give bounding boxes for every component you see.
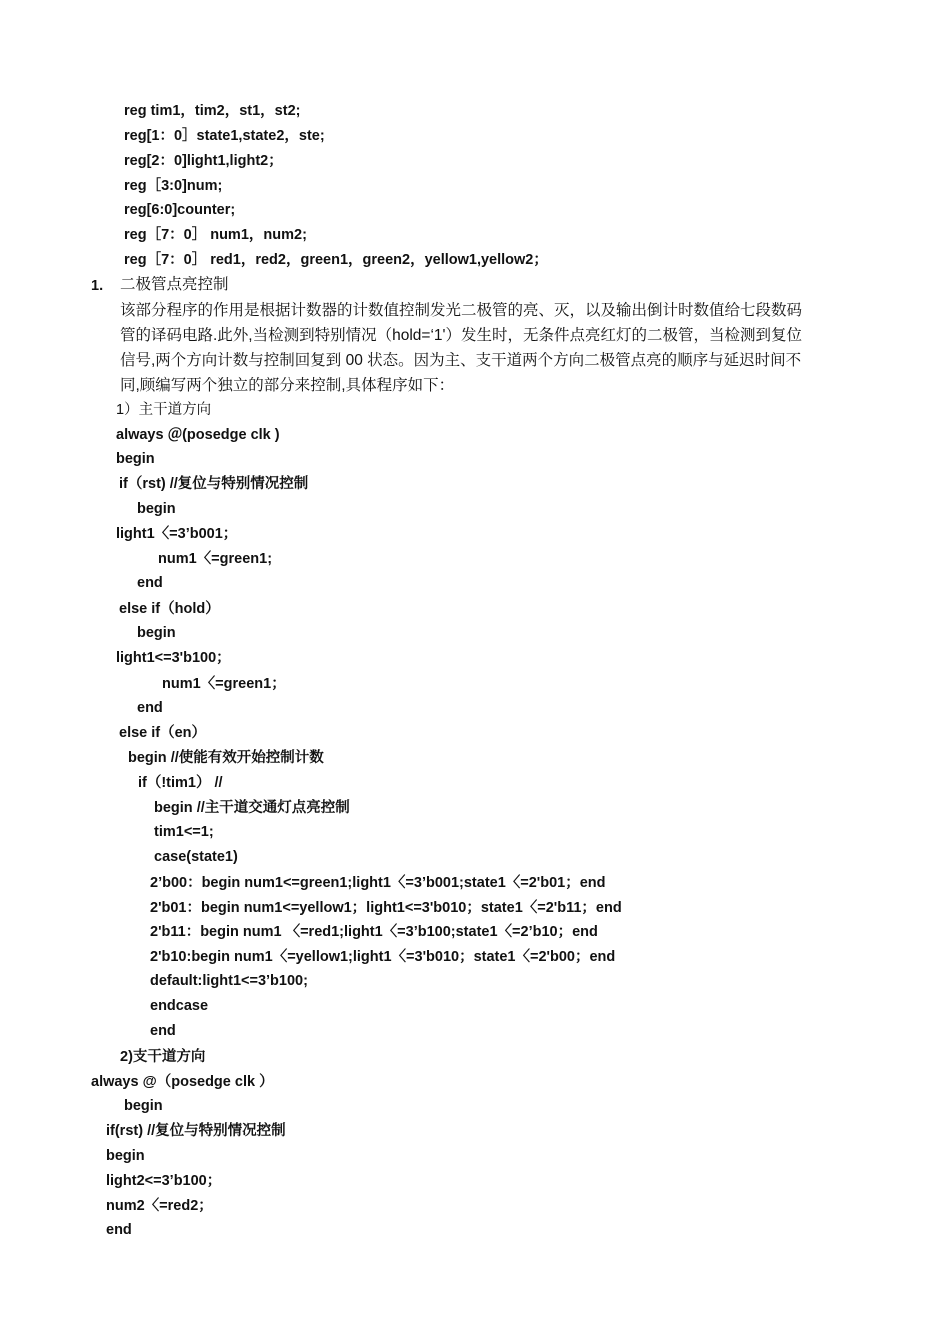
subsection-title: 1）主干道方向: [116, 402, 212, 418]
code-line: num2〈=red2；: [106, 1198, 213, 1214]
paragraph-line: 该部分程序的作用是根据计数器的计数值控制发光二极管的亮、灭，以及输出倒计时数值给七段数码: [120, 302, 803, 319]
code-line: 2'b11：begin num1 〈=red1;light1〈=3’b100;state1〈=2’b10；end: [150, 924, 598, 940]
code-line: 2'b10:begin num1〈=yellow1;light1〈=3'b010；state1〈=2'b00；end: [150, 949, 616, 965]
code-line: reg[6:0]counter;: [124, 202, 236, 218]
code-line: begin: [137, 501, 176, 517]
paragraph-line: 信号,两个方向计数与控制回复到 00 状态。因为主、支干道两个方向二极管点亮的顺序与延迟时间不: [120, 352, 802, 369]
code-line: reg[2：0]light1,light2；: [124, 153, 283, 169]
code-line: if(rst) //复位与特别情况控制: [106, 1123, 286, 1139]
code-line: light1<=3'b100；: [116, 650, 231, 666]
code-line: case(state1): [154, 849, 238, 865]
description-paragraph: [120, 298, 862, 398]
code-line: end: [106, 1222, 132, 1238]
code-line: end: [137, 575, 163, 591]
code-line: light1〈=3’b001；: [116, 526, 238, 542]
code-line: reg［7：0］ num1，num2;: [124, 227, 307, 243]
code-line: num1〈=green1;: [158, 551, 273, 567]
code-line: always ＠(posedge clk ): [116, 427, 280, 443]
code-line: endcase: [150, 998, 209, 1014]
code-line: begin: [106, 1148, 145, 1164]
code-line: end: [137, 700, 163, 716]
code-line: if（rst) //复位与特别情况控制: [119, 476, 309, 492]
code-line: num1〈=green1；: [162, 676, 286, 692]
code-line: tim1<=1;: [154, 824, 214, 840]
code-line: reg tim1，tim2，st1，st2;: [124, 103, 301, 119]
paragraph-line: 同,顾编写两个独立的部分来控制,具体程序如下：: [120, 377, 455, 394]
code-line: 2’b00：begin num1<=green1;light1〈=3’b001;state1〈=2'b01；end: [150, 875, 606, 891]
code-line: if（!tim1） //: [138, 775, 223, 791]
code-line: begin //使能有效开始控制计数: [128, 750, 324, 766]
code-line: reg[1：0］state1,state2，ste;: [124, 128, 325, 144]
code-line: begin: [124, 1098, 163, 1114]
code-line: 2'b01：begin num1<=yellow1；light1<=3'b010；state1〈=2'b11；end: [150, 900, 622, 916]
code-line: begin: [137, 625, 176, 641]
paragraph-line: 管的译码电路.此外,当检测到特别情况（hold=‘1'）发生时，无条件点亮红灯的二极管，当检测到复位: [120, 327, 802, 344]
code-line: begin //主干道交通灯点亮控制: [154, 800, 350, 816]
code-line: end: [150, 1023, 176, 1039]
code-line: begin: [116, 451, 155, 467]
section-number: 1.: [91, 278, 104, 294]
code-line: light2<=3’b100；: [106, 1173, 222, 1189]
code-line: reg［7：0］ red1，red2，green1，green2，yellow1,yellow2；: [124, 252, 548, 268]
section-title: 二极管点亮控制: [120, 276, 229, 293]
code-line: else if（hold）: [119, 601, 220, 617]
code-line: else if（en）: [119, 725, 207, 741]
code-line: reg［3:0]num;: [124, 178, 223, 194]
code-line: default:light1<=3’b100;: [150, 973, 308, 989]
code-line: always @（posedge clk ）: [91, 1074, 274, 1090]
subsection-title: 2)支干道方向: [120, 1049, 206, 1065]
